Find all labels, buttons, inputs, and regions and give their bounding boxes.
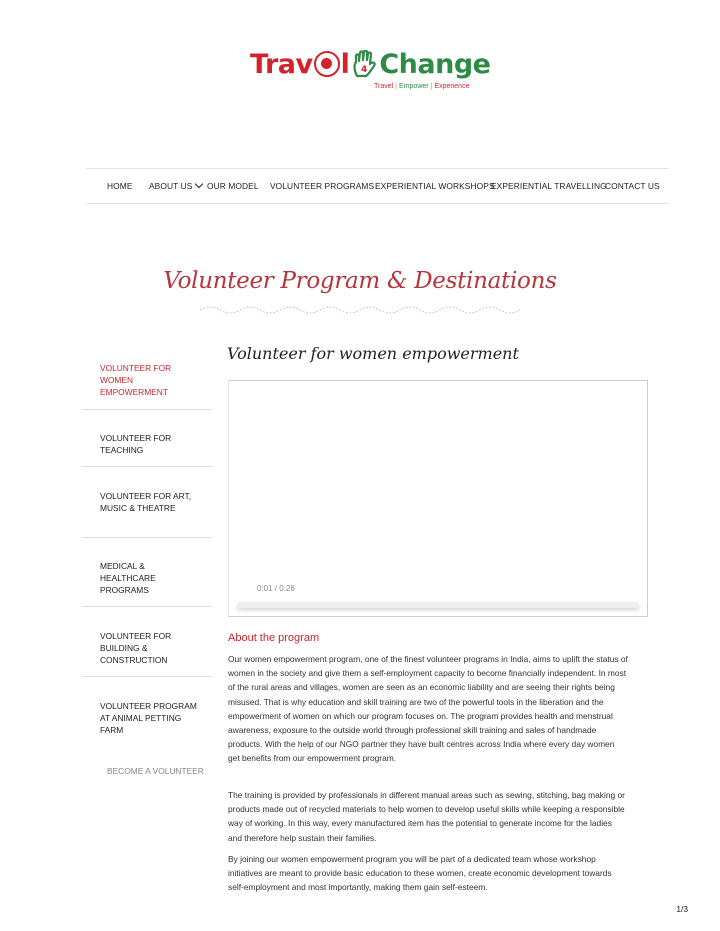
tagline-travel: Travel	[374, 83, 394, 90]
tagline-empower: Empower	[399, 83, 429, 90]
target-icon	[314, 51, 340, 77]
main-navigation	[86, 168, 669, 204]
video-player[interactable]	[228, 380, 648, 617]
page-number: 1/3	[676, 904, 688, 914]
logo-text-part3: Change	[379, 49, 491, 80]
brand-logo[interactable]	[250, 48, 491, 96]
logo-number: 4	[361, 65, 368, 75]
video-title: Volunteer for women empowerment	[227, 344, 519, 363]
sidebar-item-art-music-theatre[interactable]: VOLUNTEER FOR ART, MUSIC & THEATRE	[100, 491, 192, 513]
logo-text-part1: Trav	[250, 49, 313, 80]
sidebar-item-building-construction[interactable]: VOLUNTEER FOR BUILDING & CONSTRUCTION	[100, 631, 172, 665]
nav-experiential-workshops[interactable]: EXPERIENTIAL WORKSHOPS	[375, 181, 495, 191]
section-title: Volunteer Program & Destinations	[163, 268, 557, 294]
about-paragraph-3: By joining our women empowerment program you will be part of a dedicated team whose workshop initiatives are meant to provide basic education to these women, create economic development towards self-employment and most importantly, making them gain self-esteem.	[228, 854, 612, 893]
sidebar-divider	[82, 606, 212, 607]
nav-about-us-label: ABOUT US	[149, 181, 193, 191]
sidebar-item-animal-petting-farm[interactable]: VOLUNTEER PROGRAM AT ANIMAL PETTING FARM	[100, 701, 197, 735]
nav-experiential-travelling[interactable]: EXPERIENTIAL TRAVELLING	[491, 181, 607, 191]
logo-wordmark	[250, 48, 490, 82]
logo-text-part2: l	[340, 49, 350, 80]
video-progress-bar[interactable]	[237, 602, 639, 608]
about-paragraph-1: Our women empowerment program, one of the finest volunteer programs in India, aims to uplift the status of women in the society and give them a self-employment capacity to become financially independent. In most of the rural areas and villages, women are seen as an economic liability and are seeing their rights being misused. That is why education and skill training are two of the powerful tools in the liberation and the empowerment of women on which our program focuses on. The program provides health and menstrual awareness, exposure to the outside world through professional skill training and sales of handmade products. With the help of our NGO partner they have built centres across India where every day women get benefits from our empowerment program.	[228, 654, 628, 764]
nav-volunteer-programs[interactable]: VOLUNTEER PROGRAMS	[270, 181, 375, 191]
chevron-down-icon	[195, 180, 203, 188]
sidebar-item-women-empowerment[interactable]: VOLUNTEER FOR WOMEN EMPOWERMENT	[100, 363, 172, 397]
nav-our-model[interactable]: OUR MODEL	[207, 181, 259, 191]
tagline-experience: Experience	[434, 83, 470, 90]
video-time: 0:01 / 0:26	[257, 584, 295, 593]
sidebar-divider	[82, 409, 212, 410]
about-heading: About the program	[228, 632, 320, 644]
become-volunteer-button[interactable]: BECOME A VOLUNTEER	[107, 766, 204, 776]
sidebar-item-teaching[interactable]: VOLUNTEER FOR TEACHING	[100, 433, 172, 455]
about-paragraph-2: The training is provided by professionals in different manual areas such as sewing, stitching, bag making or products made out of recycled materials to help women to develop useful skills while keeping a responsible way of working. In this way, every manufactured item has the potential to generate income for the ladies and therefore help sustain their families.	[228, 790, 625, 843]
nav-home[interactable]: HOME	[107, 181, 133, 191]
hand-icon	[351, 50, 377, 78]
nav-about-us[interactable]	[149, 181, 202, 191]
logo-tagline: Travel | Empower | Experience	[374, 83, 470, 90]
nav-contact-us[interactable]: CONTACT US	[605, 181, 660, 191]
sidebar-divider	[82, 676, 212, 677]
sidebar-item-medical-healthcare[interactable]: MEDICAL & HEALTHCARE PROGRAMS	[100, 561, 156, 595]
sidebar-divider	[82, 466, 212, 467]
sidebar-divider	[82, 537, 212, 538]
wave-divider-icon	[200, 304, 520, 316]
